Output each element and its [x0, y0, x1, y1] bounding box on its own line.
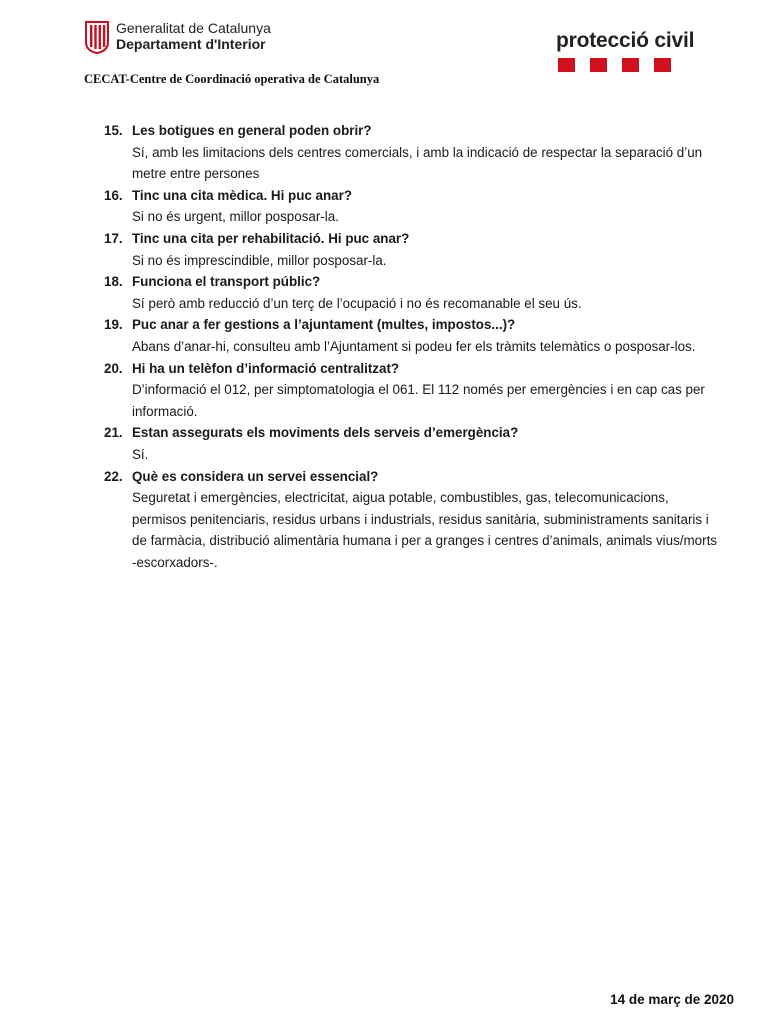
org-name: CECAT-Centre de Coordinació operativa de Catalunya [84, 72, 380, 86]
faq-answer: Abans d’anar-hi, consulteu amb l’Ajuntament si podeu fer els tràmits telemàtics o posposar-los. [132, 338, 696, 354]
faq-answer: Seguretat i emergències, electricitat, aigua potable, combustibles, gas, telecomunicacions, permisos penitenciaris, residus urbans i industrials, residus sanitària, subministraments sanitaris i de farmàcia, distribució alimentària humana i per a granges i centres d’animals, animals vius/morts -escorxadors-. [132, 490, 717, 570]
faq-item [104, 185, 720, 228]
faq-question-text: Funciona el transport públic? [132, 274, 321, 290]
faq-number: 22. [104, 468, 123, 484]
faq-question [104, 466, 720, 488]
faq-number: 19. [104, 317, 123, 333]
generalitat-name: Generalitat de Catalunya [116, 20, 271, 36]
faq-item [104, 271, 720, 314]
faq-list [104, 120, 720, 573]
faq-item [104, 314, 720, 357]
faq-question [104, 422, 720, 444]
faq-question-text: Puc anar a fer gestions a l’ajuntament (multes, impostos...)? [132, 317, 516, 333]
faq-question [104, 228, 720, 250]
faq-question-text: Les botigues en general poden obrir? [132, 123, 372, 138]
proteccio-civil-title: protecció civil [556, 29, 695, 52]
faq-item [104, 422, 720, 465]
faq-answer: Si no és imprescindible, millor posposar-la. [132, 252, 387, 268]
logo-square-4 [654, 58, 671, 72]
faq-question-text: Tinc una cita per rehabilitació. Hi puc anar? [132, 230, 410, 246]
faq-question [104, 271, 720, 293]
faq-question-text: Tinc una cita mèdica. Hi puc anar? [132, 187, 353, 203]
generalitat-wordmark [116, 20, 271, 52]
faq-item [104, 228, 720, 271]
faq-question-text: Hi ha un telèfon d’informació centralitzat? [132, 360, 400, 376]
faq-answer: D’informació el 012, per simptomatologia el 061. El 112 només per emergències i en cap cas per informació. [132, 382, 705, 419]
faq-answer: Si no és urgent, millor posposar-la. [132, 209, 339, 225]
faq-number: 16. [104, 187, 123, 203]
faq-question-text: Què es considera un servei essencial? [132, 468, 379, 484]
department-name: Departament d'Interior [116, 36, 266, 52]
generalitat-emblem-icon [84, 20, 110, 54]
faq-answer: Sí però amb reducció d’un terç de l’ocupació i no és recomanable el seu ús. [132, 295, 582, 311]
faq-question-text: Estan assegurats els moviments dels serveis d’emergència? [132, 425, 519, 441]
faq-question [104, 120, 720, 142]
generalitat-logo [84, 20, 284, 60]
faq-question [104, 185, 720, 207]
faq-number: 17. [104, 230, 123, 246]
logo-square-1 [558, 58, 575, 72]
faq-number: 21. [104, 425, 123, 441]
faq-item [104, 120, 720, 185]
faq-answer: Sí. [132, 446, 149, 462]
document-date: 14 de març de 2020 [610, 992, 734, 1007]
faq-item [104, 466, 720, 574]
faq-question [104, 314, 720, 336]
proteccio-civil-logo [556, 28, 716, 78]
faq-question [104, 358, 720, 380]
faq-number: 18. [104, 274, 123, 290]
faq-number: 20. [104, 360, 123, 376]
faq-number: 15. [104, 123, 123, 138]
faq-item [104, 358, 720, 423]
logo-square-3 [622, 58, 639, 72]
proteccio-civil-squares [558, 58, 708, 72]
logo-square-2 [590, 58, 607, 72]
faq-answer: Sí, amb les limitacions dels centres comercials, i amb la indicació de respectar la separació d’un metre entre persones [132, 144, 703, 182]
